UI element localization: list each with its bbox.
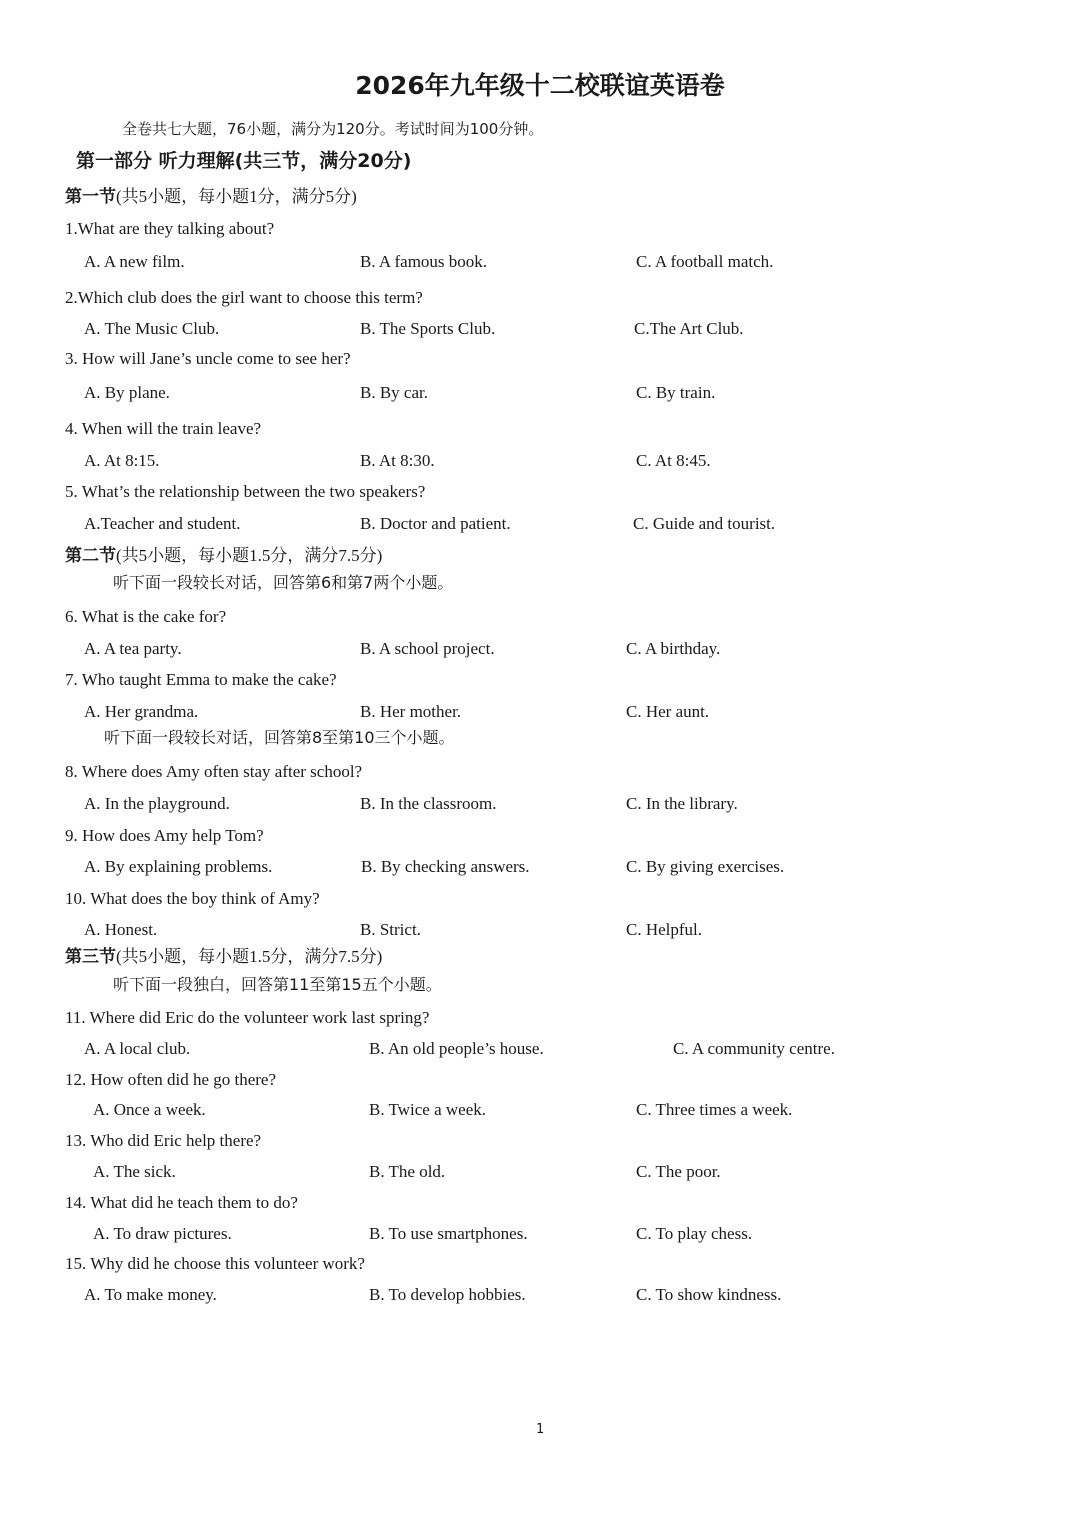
option-b: B. By checking answers. xyxy=(361,857,530,876)
question-text: 12. How often did he go there? xyxy=(65,1070,277,1089)
question-text: 13. Who did Eric help there? xyxy=(65,1131,262,1150)
option-c: C. By giving exercises. xyxy=(626,857,785,876)
option-a: A. A new film. xyxy=(84,252,185,271)
question-text: 8. Where does Amy often stay after school? xyxy=(65,762,363,781)
section-desc: (共5小题，每小题1分，满分5分) xyxy=(116,187,357,206)
section-instruction: 听下面一段独白，回答第11至第15五个小题。 xyxy=(113,975,442,994)
section-heading xyxy=(65,186,357,208)
question-text: 7. Who taught Emma to make the cake? xyxy=(65,670,337,689)
option-a: A.Teacher and student. xyxy=(84,514,241,533)
option-a: A. At 8:15. xyxy=(84,451,160,470)
page-number: 1 xyxy=(536,1422,545,1437)
option-b: B. By car. xyxy=(360,383,428,402)
option-a: A. Her grandma. xyxy=(84,702,199,721)
option-b: B. Strict. xyxy=(360,920,421,939)
option-c: C. By train. xyxy=(636,383,716,402)
option-a: A. A tea party. xyxy=(84,639,182,658)
section-desc: (共5小题，每小题1.5分，满分7.5分) xyxy=(116,947,383,966)
option-b: B. At 8:30. xyxy=(360,451,435,470)
section-instruction: 听下面一段较长对话，回答第8至第10三个小题。 xyxy=(104,728,455,747)
option-b: B. The old. xyxy=(369,1162,446,1181)
section-heading xyxy=(65,946,382,968)
section-heading xyxy=(65,545,382,567)
option-b: B. Her mother. xyxy=(360,702,462,721)
option-b: B. A school project. xyxy=(360,639,495,658)
option-a: A. Honest. xyxy=(84,920,158,939)
option-a: A. By plane. xyxy=(84,383,170,402)
part-heading: 第一部分 听力理解(共三节，满分20分) xyxy=(76,150,412,172)
option-a: A. By explaining problems. xyxy=(84,857,273,876)
exam-title: 2026年九年级十二校联谊英语卷 xyxy=(355,71,725,100)
section-label: 第一节 xyxy=(65,187,116,207)
option-b: B. A famous book. xyxy=(360,252,488,271)
question-text: 5. What’s the relationship between the two speakers? xyxy=(65,482,426,501)
question-text: 10. What does the boy think of Amy? xyxy=(65,889,320,908)
question-text: 2.Which club does the girl want to choose this term? xyxy=(65,288,423,307)
option-b: B. To use smartphones. xyxy=(369,1224,528,1243)
option-c: C. Helpful. xyxy=(626,920,703,939)
question-text: 15. Why did he choose this volunteer work? xyxy=(65,1254,365,1273)
question-text: 11. Where did Eric do the volunteer work last spring? xyxy=(65,1008,430,1027)
option-c: C. At 8:45. xyxy=(636,451,711,470)
question-text: 6. What is the cake for? xyxy=(65,607,227,626)
section-desc: (共5小题，每小题1.5分，满分7.5分) xyxy=(116,546,383,565)
option-b: B. The Sports Club. xyxy=(360,319,496,338)
question-text: 14. What did he teach them to do? xyxy=(65,1193,298,1212)
option-b: B. To develop hobbies. xyxy=(369,1285,526,1304)
option-b: B. An old people’s house. xyxy=(369,1039,544,1058)
option-c: C. To play chess. xyxy=(636,1224,753,1243)
question-text: 4. When will the train leave? xyxy=(65,419,262,438)
question-text: 1.What are they talking about? xyxy=(65,219,275,238)
section-label: 第三节 xyxy=(65,947,116,967)
option-c: C.The Art Club. xyxy=(634,319,744,338)
option-c: C. A birthday. xyxy=(626,639,721,658)
option-a: A. A local club. xyxy=(84,1039,191,1058)
option-c: C. Guide and tourist. xyxy=(633,514,776,533)
option-c: C. In the library. xyxy=(626,794,738,813)
option-b: B. Twice a week. xyxy=(369,1100,486,1119)
option-b: B. In the classroom. xyxy=(360,794,497,813)
option-c: C. Three times a week. xyxy=(636,1100,793,1119)
option-c: C. A community centre. xyxy=(673,1039,835,1058)
option-b: B. Doctor and patient. xyxy=(360,514,511,533)
option-c: C. To show kindness. xyxy=(636,1285,782,1304)
section-instruction: 听下面一段较长对话，回答第6和第7两个小题。 xyxy=(113,573,454,592)
option-a: A. Once a week. xyxy=(93,1100,206,1119)
section-label: 第二节 xyxy=(65,546,116,566)
option-c: C. A football match. xyxy=(636,252,774,271)
option-a: A. To draw pictures. xyxy=(93,1224,232,1243)
option-c: C. Her aunt. xyxy=(626,702,710,721)
question-text: 9. How does Amy help Tom? xyxy=(65,826,264,845)
option-a: A. In the playground. xyxy=(84,794,230,813)
option-c: C. The poor. xyxy=(636,1162,721,1181)
option-a: A. To make money. xyxy=(84,1285,217,1304)
question-text: 3. How will Jane’s uncle come to see her? xyxy=(65,349,351,368)
exam-intro: 全卷共七大题，76小题，满分为120分。考试时间为100分钟。 xyxy=(122,120,544,138)
option-a: A. The sick. xyxy=(93,1162,176,1181)
option-a: A. The Music Club. xyxy=(84,319,220,338)
